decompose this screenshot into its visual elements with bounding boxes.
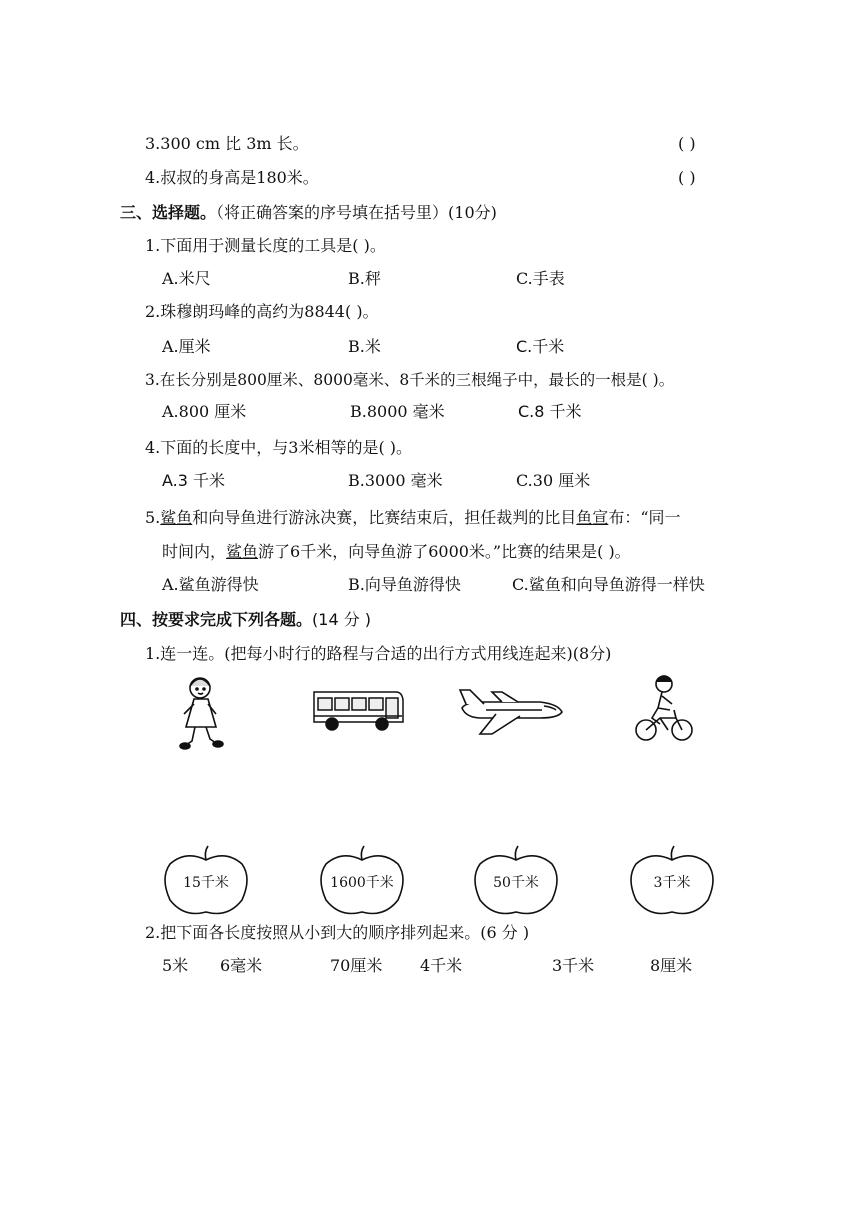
apple-label: 15千米 [183,875,229,891]
s3-q5-option-a: A.鲨鱼游得快 [162,575,259,594]
apple-label: 3千米 [653,875,691,891]
length-item: 6毫米 [220,956,263,975]
section3-title: 三、选择题。 [120,203,217,222]
s3-q5-text: 时间内， [162,542,227,561]
section3-note: （将正确答案的序号填在括号里）(10分) [216,203,497,222]
s3-q5-option-c: C.鲨鱼和向导鱼游得一样快 [512,575,705,594]
s3-q5-line2 [162,541,631,563]
s3-q5-underlined-shark: 鲨鱼 [226,542,259,561]
apple-label: 1600千米 [330,875,394,891]
s3-q5-text: 游了6千米，向导鱼游了6000米。”比赛的结果是( )。 [258,542,631,561]
length-item: 4千米 [420,956,463,975]
s3-q2-text: 2.珠穆朗玛峰的高约为8844( )。 [145,302,379,321]
judge-q4: 4.叔叔的身高是180米。 [145,168,319,187]
s4-q2-text: 2.把下面各长度按照从小到大的顺序排列起来。(6 分 ) [145,923,530,942]
cyclist-icon [634,674,694,744]
s3-q5-text: 和向导鱼进行游泳决赛，比赛结束后，担任裁判的比目 [192,508,577,527]
s3-q5-number: 5. [145,508,161,527]
s3-q1-option-c: C.手表 [516,269,565,288]
s3-q5-line1 [145,507,681,529]
s3-q1-text: 1.下面用于测量长度的工具是( )。 [145,236,386,255]
s3-q2-option-b: B.米 [348,337,381,356]
s3-q3-text: 3.在长分别是800厘米、8000毫米、8千米的三根绳子中，最长的一根是( )。 [145,371,675,389]
s3-q3-option-a: A.800 厘米 [162,402,247,421]
section4-heading [120,609,371,631]
s3-q5-text: 布：“同一 [608,508,681,527]
s3-q5-underlined-shark: 鲨鱼 [160,508,193,527]
s3-q1-option-a: A.米尺 [162,269,211,288]
judge-q3: 3.300 cm 比 3m 长。 [145,134,309,153]
s3-q2-option-a: A.厘米 [162,337,211,356]
apple-card [160,842,252,918]
length-item: 5米 [162,956,189,975]
airplane-icon [456,684,566,738]
girl-walking-icon [176,672,228,752]
apple-card [470,842,562,918]
length-item: 8厘米 [650,956,693,975]
answer-paren: ( ) [678,168,696,187]
s3-q4-text: 4.下面的长度中，与3米相等的是( )。 [145,438,413,457]
s3-q1-option-b: B.秤 [348,269,381,288]
s3-q2-option-c: C.千米 [516,337,565,356]
answer-paren: ( ) [678,134,696,153]
length-item: 3千米 [552,956,595,975]
bus-icon [310,686,406,734]
s3-q4-option-b: B.3000 毫米 [348,471,443,490]
section4-score: (14 分 ) [312,610,372,629]
section4-title: 四、按要求完成下列各题。 [120,610,313,629]
s3-q5-option-b: B.向导鱼游得快 [348,575,461,594]
s3-q4-option-c: C.30 厘米 [516,471,591,490]
length-item: 70厘米 [330,956,383,975]
s3-q4-option-a: A.3 千米 [162,471,226,490]
apple-card [626,842,718,918]
section3-heading [120,202,497,224]
s3-q5-underlined: 鱼宣 [576,508,609,527]
s3-q3-option-c: C.8 千米 [518,402,582,421]
apple-card [316,842,408,918]
s3-q3-option-b: B.8000 毫米 [350,402,445,421]
s4-q1-text: 1.连一连。(把每小时行的路程与合适的出行方式用线连起来)(8分) [145,644,612,663]
apple-label: 50千米 [493,875,539,891]
